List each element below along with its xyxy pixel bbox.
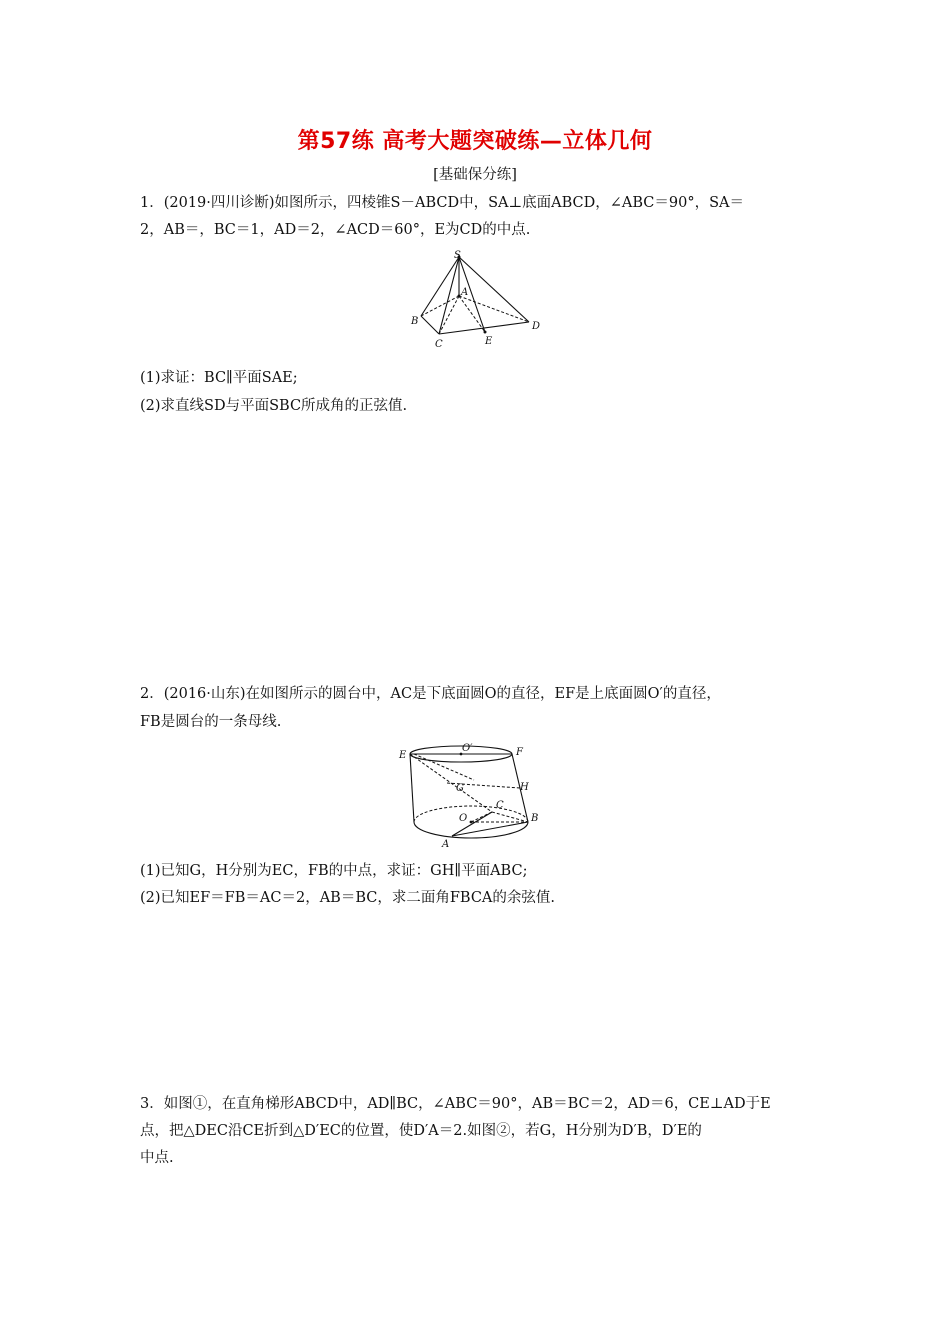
- problem-3-line-3: 中点.: [140, 1150, 174, 1166]
- label-c: C: [435, 339, 443, 350]
- label-b: B: [531, 813, 539, 824]
- label-b: B: [411, 316, 419, 327]
- problem-1-line-1: 1．(2019·四川诊断)如图所示，四棱锥S－ABCD中，SA⊥底面ABCD，∠ABC＝90°，SA＝: [140, 195, 744, 211]
- problem-3-line-1: 3．如图①，在直角梯形ABCD中，AD∥BC，∠ABC＝90°，AB＝BC＝2，AD＝6，CE⊥AD于E: [140, 1096, 771, 1112]
- label-d: D: [532, 321, 541, 332]
- label-e: E: [485, 336, 493, 347]
- section-label: [基础保分练]: [433, 167, 517, 183]
- label-o-prime: O′: [462, 743, 473, 754]
- label-a: A: [442, 839, 450, 850]
- pyramid-figure: [405, 248, 545, 354]
- label-s: S: [454, 250, 461, 261]
- page-title: 第57练 高考大题突破练—立体几何: [297, 129, 653, 154]
- label-h: H: [520, 782, 529, 793]
- problem-2-part-2: (2)已知EF＝FB＝AC＝2，AB＝BC，求二面角FBCA的余弦值.: [140, 890, 555, 906]
- label-g: G: [456, 783, 464, 794]
- label-o: O: [459, 813, 468, 824]
- label-f: F: [516, 747, 523, 758]
- problem-1-part-1: (1)求证：BC∥平面SAE;: [140, 370, 298, 386]
- label-e: E: [399, 750, 407, 761]
- problem-1-part-2: (2)求直线SD与平面SBC所成角的正弦值.: [140, 398, 408, 414]
- problem-3-line-2: 点，把△DEC沿CE折到△D′EC的位置，使D′A＝2.如图②，若G，H分别为D′B，D′E的: [140, 1123, 702, 1139]
- frustum-figure: [400, 738, 550, 850]
- problem-2-line-2: FB是圆台的一条母线.: [140, 714, 282, 730]
- problem-1-line-2: 2，AB＝，BC＝1，AD＝2，∠ACD＝60°，E为CD的中点.: [140, 222, 531, 238]
- label-c: C: [496, 800, 504, 811]
- label-a: A: [461, 287, 469, 298]
- problem-2-line-1: 2．(2016·山东)在如图所示的圆台中，AC是下底面圆O的直径，EF是上底面圆O′的直径，: [140, 686, 721, 702]
- problem-2-part-1: (1)已知G，H分别为EC，FB的中点，求证：GH∥平面ABC;: [140, 863, 528, 879]
